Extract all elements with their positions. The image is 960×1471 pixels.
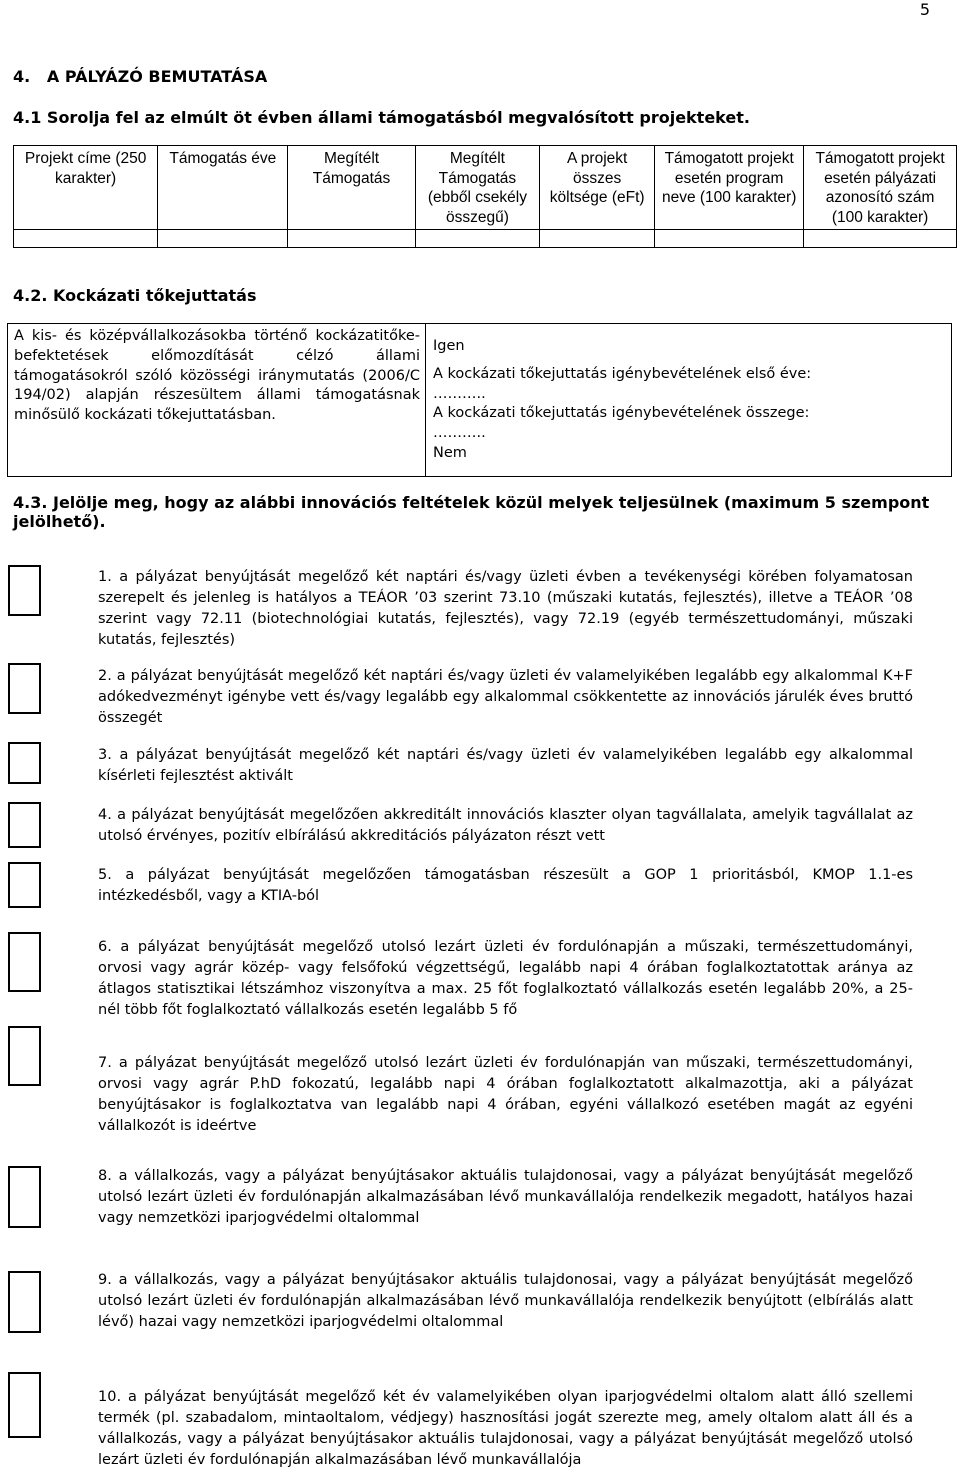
criterion-2-text: 2. a pályázat benyújtását megelőző két naptári és/vagy üzleti év valamelyikében legalább egy alkalommal K+F adókedvezményt igénybe vett és/vagy legalább egy alkalommal csökkentette az innovációs járulék éves bruttó összegét <box>98 668 913 726</box>
criterion-2-checkbox[interactable] <box>8 663 41 714</box>
risk-capital-divider <box>425 323 426 476</box>
criterion-9-checkbox[interactable] <box>8 1271 41 1333</box>
header-support-year: Támogatás éve <box>158 146 288 230</box>
table-cell[interactable] <box>804 230 957 248</box>
table-cell[interactable] <box>158 230 288 248</box>
risk-capital-options <box>433 327 938 464</box>
header-application-id: Támogatott projekt esetén pályázati azonosító szám (100 karakter) <box>804 146 957 230</box>
criterion-1-checkbox[interactable] <box>8 565 41 616</box>
header-project-title: Projekt címe (250 karakter) <box>14 146 158 230</box>
criterion-7-text: 7. a pályázat benyújtását megelőző utolsó lezárt üzleti év fordulónapján van műszaki, természettudományi, orvosi vagy agrár P.hD fokozatú, legalább napi 4 órában foglalkoztatott alkalmazottja, aki a pályázat benyújtásakor is foglalkoztatva van legalább napi 4 órában, egyéni vállalkozó esetében magát az egyéni vállalkozót is ideértve <box>98 1055 913 1134</box>
first-year-label: A kockázati tőkejuttatás igénybevételének első éve: <box>433 365 812 382</box>
table-header-row <box>14 146 957 230</box>
table-row <box>14 230 957 248</box>
projects-table <box>13 145 957 248</box>
table-cell[interactable] <box>415 230 539 248</box>
criterion-5-checkbox[interactable] <box>8 862 41 908</box>
table-cell[interactable] <box>540 230 655 248</box>
option-igen[interactable]: Igen <box>433 338 465 354</box>
amount-label: A kockázati tőkejuttatás igénybevételének összege: <box>433 405 810 422</box>
amount-value[interactable]: ……….. <box>433 425 486 442</box>
header-awarded-de-minimis: Megítélt Támogatás (ebből csekély összegű) <box>415 146 539 230</box>
criterion-10-text: 10. a pályázat benyújtását megelőző két év valamelyikében olyan iparjogvédelmi oltalom alatt álló szellemi termék (pl. szabadalom, mintaoltalom, védjegy) hasznosítási jogát szerezte meg, amely oltalom alatt áll és a vállalkozás, vagy a pályázat benyújtásakor aktuális tulajdonosai, vagy a pályázat benyújtását megelőző utolsó lezárt üzleti év fordulónapján alkalmazásában lévő munkavállalója <box>98 1389 913 1468</box>
page-number: 5 <box>919 0 930 19</box>
criterion-3-text: 3. a pályázat benyújtását megelőző két naptári és/vagy üzleti év valamelyikében legalább egy alkalommal kísérleti fejlesztést aktivált <box>98 747 913 784</box>
section-title: 4. A PÁLYÁZÓ BEMUTATÁSA <box>13 67 268 86</box>
table-cell[interactable] <box>288 230 415 248</box>
header-awarded-support: Megítélt Támogatás <box>288 146 415 230</box>
subsection-43-title: 4.3. Jelölje meg, hogy az alábbi innovációs feltételek közül melyek teljesülnek (maximum 5 szempont jelölhető). <box>13 493 930 531</box>
criterion-10-checkbox[interactable] <box>8 1372 41 1438</box>
criterion-3-checkbox[interactable] <box>8 742 41 784</box>
criterion-9-text: 9. a vállalkozás, vagy a pályázat benyújtásakor aktuális tulajdonosai, vagy a pályázat benyújtását megelőző utolsó lezárt üzleti év fordulónapján alkalmazásában lévő munkavállalója rendelkezik benyújtott (elbírálás alatt lévő) hazai vagy nemzetközi iparjogvédelmi oltalommal <box>98 1272 913 1330</box>
criterion-6-text: 6. a pályázat benyújtását megelőző utolsó lezárt üzleti év fordulónapján a műszaki, természettudományi, orvosi vagy agrár közép- vagy felsőfokú végzettségű, legalább napi 4 órában foglalkoztatottak aránya az átlagos statisztikai létszámhoz viszonyítva a max. 25 főt foglalkoztató vállalkozás esetén legalább 20%, a 25-nél több főt foglalkoztató vállalkozás esetén legalább 5 fő <box>98 939 913 1018</box>
criterion-4-text: 4. a pályázat benyújtását megelőzően akkreditált innovációs klaszter olyan tagvállalata, amelyik tagvállalat az utolsó érvényes, pozitív elbírálású akkreditációs pályázaton részt vett <box>98 807 913 844</box>
criterion-4-checkbox[interactable] <box>8 802 41 848</box>
criterion-6-checkbox[interactable] <box>8 932 41 992</box>
header-total-cost: A projekt összes költsége (eFt) <box>540 146 655 230</box>
criterion-5-text: 5. a pályázat benyújtását megelőzően támogatásban részesült a GOP 1 prioritásból, KMOP 1.1-es intézkedésből, vagy a KTIA-ból <box>98 867 913 904</box>
subsection-41-title: 4.1 Sorolja fel az elmúlt öt évben állami támogatásból megvalósított projekteket. <box>13 108 750 127</box>
table-cell[interactable] <box>14 230 158 248</box>
first-year-value[interactable]: ……….. <box>433 385 486 402</box>
criterion-7-checkbox[interactable] <box>8 1026 41 1086</box>
subsection-42-title: 4.2. Kockázati tőkejuttatás <box>13 286 257 305</box>
table-cell[interactable] <box>655 230 804 248</box>
risk-capital-statement: A kis- és középvállalkozásokba történő kockázatitőke-befektetések előmozdítását célzó állami támogatásokról szóló közösségi iránymutatás (2006/C 194/02) alapján részesültem állami támogatásnak minősülő kockázati tőkejuttatásban. <box>14 328 420 424</box>
header-program-name: Támogatott projekt esetén program neve (100 karakter) <box>655 146 804 230</box>
criterion-1-text: 1. a pályázat benyújtását megelőző két naptári és/vagy üzleti évben a tevékenységi körében folyamatosan szerepelt és jelenleg is hatályos a TEÁOR ’03 szerint 73.10 (műszaki kutatás, fejlesztés), illetve a TEÁOR ’08 szerint vagy 72.11 (biotechnológiai kutatás, fejlesztés), vagy 72.19 (egyéb természettudományi, műszaki kutatás, fejlesztés) <box>98 569 913 648</box>
criterion-8-checkbox[interactable] <box>8 1166 41 1228</box>
option-nem[interactable]: Nem <box>433 444 467 461</box>
criterion-8-text: 8. a vállalkozás, vagy a pályázat benyújtásakor aktuális tulajdonosai, vagy a pályázat benyújtását megelőző utolsó lezárt üzleti év fordulónapján alkalmazásában lévő munkavállalója rendelkezik megadott, hatályos hazai vagy nemzetközi iparjogvédelmi oltalommal <box>98 1168 913 1226</box>
